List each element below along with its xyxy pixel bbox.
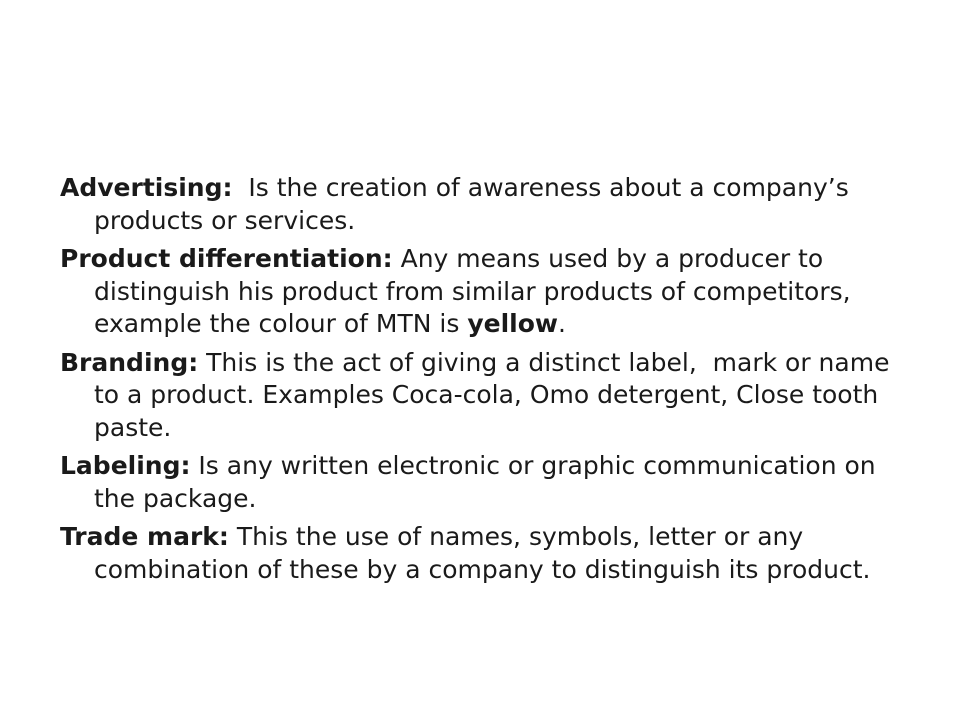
term-label: Trade mark: (60, 522, 229, 551)
definition-product-differentiation (60, 243, 920, 341)
definition-text: Is any written electronic or graphic communication on the package. (94, 451, 884, 513)
definition-text: Any means used by a producer to distinguish his product from similar products of competitors, example the colour of MTN is (94, 244, 859, 338)
term-label: Labeling: (60, 451, 191, 480)
definition-trade-mark (60, 521, 920, 586)
definitions-list (60, 172, 920, 592)
definition-branding (60, 347, 920, 445)
definition-text: This is the act of giving a distinct label, mark or name to a product. Examples Coca-cola, Omo detergent, Close tooth paste. (94, 347, 898, 442)
definition-advertising (60, 172, 920, 237)
definition-labeling (60, 450, 920, 515)
emphasis-word: yellow (467, 309, 558, 338)
term-label: Advertising: (60, 173, 233, 202)
definition-text-end: . (558, 309, 566, 338)
definition-text: This the use of names, symbols, letter or any combination of these by a company to distinguish its product. (94, 522, 871, 584)
term-label: Product differentiation: (60, 244, 393, 273)
term-label: Branding: (60, 347, 199, 377)
definition-text: Is the creation of awareness about a company’s products or services. (94, 173, 857, 235)
